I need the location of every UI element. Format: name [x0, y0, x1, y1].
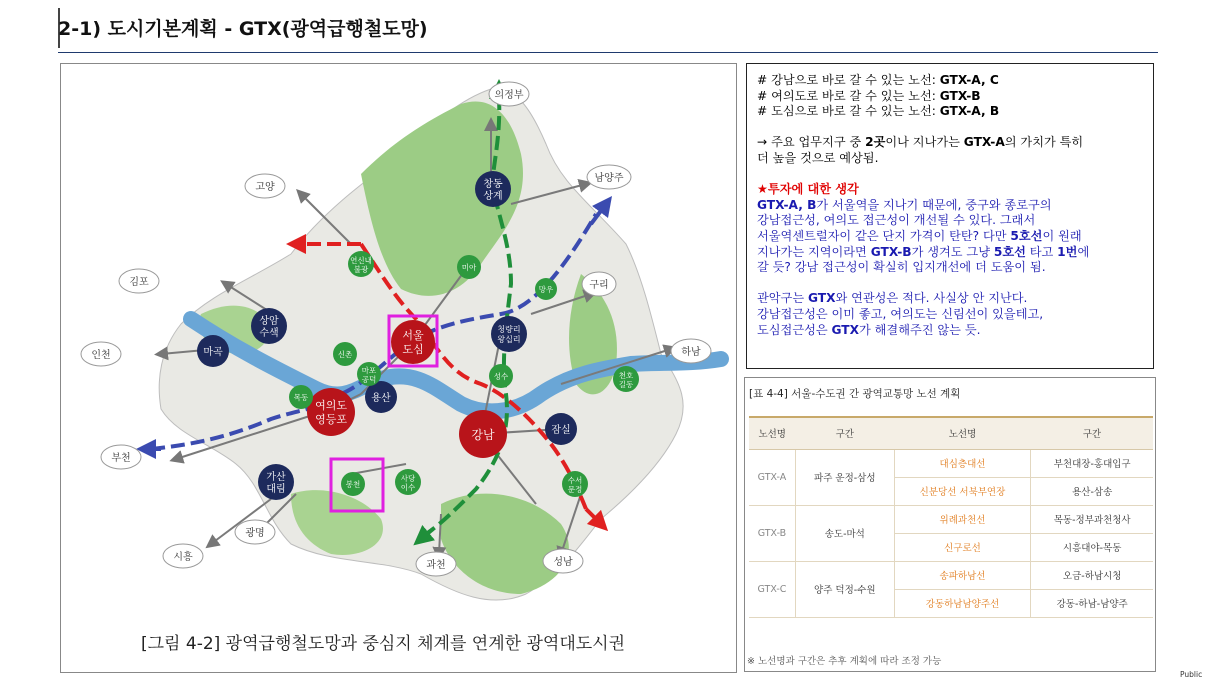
- center-mokdong: [289, 385, 313, 409]
- svg-text:수색: 수색: [259, 328, 279, 339]
- svg-text:부천: 부천: [111, 453, 131, 464]
- table-header: 구간: [795, 417, 894, 449]
- center-sadang: [395, 469, 421, 495]
- center-mangu: [535, 278, 557, 300]
- svg-text:서울: 서울: [402, 329, 424, 342]
- table-row: [749, 449, 1153, 477]
- svg-text:천호: 천호: [618, 371, 634, 380]
- gtx-map: [61, 64, 736, 672]
- table-sub-line: 신구로선: [894, 533, 1031, 561]
- svg-text:영등포: 영등포: [315, 413, 347, 426]
- route-plan-table-figure: [744, 377, 1156, 672]
- center-seongsu: [489, 364, 513, 388]
- table-line-name: GTX-C: [749, 561, 795, 617]
- svg-text:성남: 성남: [553, 557, 573, 568]
- city-incheon: [81, 342, 121, 366]
- note-thoughts-heading: ★투자에 대한 생각: [757, 182, 859, 197]
- route-plan-table: [749, 416, 1153, 618]
- center-mia: [457, 255, 481, 279]
- svg-text:사당: 사당: [400, 474, 416, 483]
- table-header-row: [749, 417, 1153, 449]
- note-route-line-2: # 여의도로 바로 갈 수 있는 노선: GTX-B: [757, 88, 981, 103]
- table-header: 노선명: [749, 417, 795, 449]
- svg-text:봉천: 봉천: [345, 480, 361, 489]
- svg-text:미아: 미아: [461, 263, 477, 272]
- city-namyangju: [587, 165, 631, 189]
- center-jamsil: [545, 413, 577, 445]
- note-thought-line-2: 강남접근성, 여의도 접근성이 개선될 수 있다. 그래서: [757, 213, 1036, 228]
- map-caption: [그림 4-2] 광역급행철도망과 중심지 체계를 연계한 광역대도시권: [141, 634, 626, 654]
- table-sub-line: 송파하남선: [894, 561, 1031, 589]
- note-conclusion-line-2: 더 높을 것으로 예상됨.: [757, 150, 879, 165]
- center-mapo: [357, 362, 381, 386]
- note-gwanak-line-2: 강남접근성은 이미 좋고, 여의도는 신림선이 있을테고,: [757, 306, 1044, 321]
- city-seongnam: [543, 549, 583, 573]
- note-thought-line-5: 갈 듯? 강남 접근성이 확실히 입지개선에 더 도움이 됨.: [757, 260, 1046, 275]
- table-section: 파주 운정-삼성: [795, 449, 894, 505]
- svg-text:성수: 성수: [493, 372, 509, 381]
- table-sub-section: 목동-정부과천청사: [1031, 505, 1153, 533]
- center-sinchon: [333, 342, 357, 366]
- center-suseo: [562, 471, 588, 497]
- city-guri: [582, 272, 616, 296]
- svg-text:김포: 김포: [129, 277, 149, 288]
- note-gwanak-line-1: 관악구는 GTX와 연관성은 적다. 사실상 안 지난다.: [757, 291, 1028, 306]
- table-sub-line: 강동하남남양주선: [894, 589, 1031, 617]
- table-row: [749, 505, 1153, 533]
- svg-text:신촌: 신촌: [337, 350, 353, 359]
- center-yeonsinnae: [348, 251, 374, 277]
- svg-text:과천: 과천: [426, 560, 446, 571]
- center-magok: [197, 335, 229, 367]
- note-thought-line-1: GTX-A, B가 서울역을 지나기 때문에, 중구와 종로구의: [757, 197, 1052, 212]
- svg-text:왕십리: 왕십리: [497, 335, 521, 344]
- table-header: 구간: [1031, 417, 1153, 449]
- table-sub-line: 위례과천선: [894, 505, 1031, 533]
- page-title: 2-1) 도시기본계획 - GTX(광역급행철도망): [58, 18, 428, 40]
- svg-text:마곡: 마곡: [203, 347, 223, 358]
- table-line-name: GTX-B: [749, 505, 795, 561]
- city-uijeongbu: [489, 82, 529, 106]
- svg-text:도심: 도심: [402, 343, 424, 356]
- title-divider: [58, 52, 1158, 53]
- center-yeouido: [307, 388, 355, 436]
- table-sub-section: 강동-하남-남양주: [1031, 589, 1153, 617]
- svg-text:수서: 수서: [567, 476, 583, 485]
- city-bucheon: [101, 445, 141, 469]
- svg-text:창동: 창동: [483, 179, 503, 190]
- svg-text:여의도: 여의도: [315, 399, 347, 412]
- gtx-map-figure: [60, 63, 737, 673]
- svg-text:이수: 이수: [400, 483, 416, 492]
- svg-text:용산: 용산: [371, 393, 391, 404]
- note-conclusion-line-1: → 주요 업무지구 중 2곳이나 지나가는 GTX-A의 가치가 특히: [757, 135, 1084, 150]
- svg-text:고양: 고양: [255, 182, 275, 193]
- svg-text:청량리: 청량리: [497, 325, 521, 334]
- center-gangnam: [459, 410, 507, 458]
- table-title: [표 4-4] 서울-수도권 간 광역교통망 노선 계획: [749, 388, 961, 400]
- svg-text:마포: 마포: [361, 366, 377, 375]
- svg-text:목동: 목동: [293, 393, 309, 402]
- svg-text:강남: 강남: [471, 428, 495, 442]
- svg-text:하남: 하남: [681, 347, 701, 358]
- svg-text:남양주: 남양주: [594, 173, 624, 184]
- center-cheonho: [613, 366, 639, 392]
- center-sangam: [251, 308, 287, 344]
- svg-text:대림: 대림: [266, 484, 286, 495]
- note-route-line-1: # 강남으로 바로 갈 수 있는 노선: GTX-A, C: [757, 73, 999, 87]
- city-gwangmyeong: [235, 520, 275, 544]
- svg-text:의정부: 의정부: [494, 90, 524, 101]
- table-sub-line: 대심층대선: [894, 449, 1031, 477]
- svg-text:상계: 상계: [483, 191, 503, 202]
- center-cheongnyangni: [491, 316, 527, 352]
- center-gasan: [258, 464, 294, 500]
- table-sub-line: 신분당선 서북부연장: [894, 477, 1031, 505]
- city-siheung: [163, 544, 203, 568]
- note-thought-line-4: 지나가는 지역이라면 GTX-B가 생겨도 그냥 5호선 타고 1번에: [757, 244, 1090, 259]
- city-gimpo: [119, 269, 159, 293]
- center-changdong: [475, 171, 511, 207]
- table-sub-section: 오금-하남시청: [1031, 561, 1153, 589]
- svg-text:문정: 문정: [567, 485, 583, 494]
- table-section: 송도-마석: [795, 505, 894, 561]
- table-sub-section: 부천대장-홍대입구: [1031, 449, 1153, 477]
- note-route-line-3: # 도심으로 바로 갈 수 있는 노선: GTX-A, B: [757, 104, 1000, 119]
- center-seoul-core: [391, 320, 435, 364]
- svg-text:연신내: 연신내: [350, 256, 372, 265]
- table-header: 노선명: [894, 417, 1031, 449]
- svg-text:잠실: 잠실: [551, 425, 571, 436]
- table-footnote: ※ 노선명과 구간은 추후 계획에 따라 조정 가능: [747, 656, 942, 667]
- svg-text:불광: 불광: [353, 265, 369, 274]
- svg-text:길동: 길동: [618, 380, 634, 389]
- svg-text:시흥: 시흥: [173, 552, 193, 563]
- svg-text:광명: 광명: [245, 528, 265, 539]
- note-gwanak-line-3: 도심접근성은 GTX가 해결해주진 않는 듯.: [757, 322, 981, 337]
- center-bongcheon: [341, 472, 365, 496]
- table-sub-section: 용산-삼송: [1031, 477, 1153, 505]
- svg-text:상암: 상암: [259, 316, 279, 327]
- city-goyang: [245, 174, 285, 198]
- city-gwacheon: [416, 552, 456, 576]
- table-section: 양주 덕정-수원: [795, 561, 894, 617]
- svg-text:공덕: 공덕: [361, 375, 377, 384]
- svg-text:망우: 망우: [538, 285, 554, 294]
- svg-text:인천: 인천: [91, 350, 111, 361]
- svg-text:가산: 가산: [266, 472, 286, 483]
- table-sub-section: 시흥대야-목동: [1031, 533, 1153, 561]
- svg-text:구리: 구리: [589, 280, 609, 291]
- note-thought-line-3: 서울역센트럴자이 같은 단지 가격이 탄탄? 다만 5호선이 원래: [757, 228, 1082, 243]
- table-line-name: GTX-A: [749, 449, 795, 505]
- table-row: [749, 561, 1153, 589]
- notes-box: [746, 63, 1154, 369]
- city-hanam: [671, 339, 711, 363]
- classification-label: Public: [1180, 670, 1203, 679]
